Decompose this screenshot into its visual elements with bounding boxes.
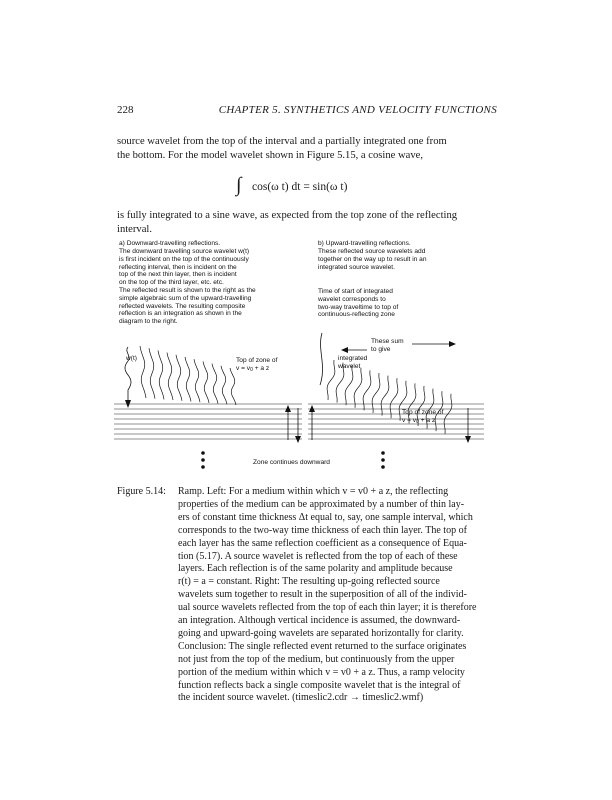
description-line: is first incident on the top of the continuously: [119, 255, 249, 263]
upgoing-wavelet: [381, 376, 389, 416]
caption-line: corresponds to the two-way time thickness of each thin layer. The top of: [178, 524, 467, 536]
reflected-wavelet: [167, 353, 173, 401]
upgoing-wavelet: [345, 365, 353, 405]
right-layer-lines: [308, 404, 484, 439]
integral-sign: ∫: [236, 174, 242, 196]
zone-label-line: Top of zone of: [236, 357, 278, 364]
zone-continues-label: Zone continues downward: [253, 459, 330, 466]
paragraph-line: source wavelet from the top of the interval and a partially integrated one from: [117, 136, 447, 147]
paragraph-line: is fully integrated to a sine wave, as expected from the top zone of the reflecting: [117, 210, 458, 221]
caption-line: wavelets sum together to result in the superposition of all of the individ-: [178, 589, 467, 601]
caption-line: properties of the medium can be approximated by a number of thin lay-: [178, 498, 465, 510]
description-line: top of the next thin layer, then is incident: [119, 271, 237, 279]
caption-line: Conclusion: The single reflected event returned to the surface originates: [178, 640, 467, 652]
left-layer-lines: [114, 404, 302, 439]
upgoing-wavelet: [390, 378, 398, 418]
reflected-wavelet: [185, 357, 191, 402]
integral-equation: [236, 174, 386, 199]
reflected-wavelet: [149, 348, 155, 399]
caption-line: ers of constant time thickness Δt equal to, say, one sample interval, which: [178, 511, 473, 523]
formula-subscript: 0: [416, 418, 419, 425]
description-line: integrated source wavelet.: [318, 263, 395, 271]
left-panel-title: a) Downward-travelling reflections.: [119, 240, 221, 247]
description-line: on the top of the third layer, etc. etc.: [119, 279, 224, 287]
caption-line: layers. Each reflection is of the same polarity and amplitude because: [178, 563, 453, 575]
caption-first-line: Ramp. Left: For a medium within which v = v0 + a z, the reflecting: [178, 486, 449, 497]
description-line: These reflected source wavelets add: [318, 248, 426, 255]
description-line: simple algebraic sum of the upward-travelling: [119, 294, 252, 302]
right-panel-description: [318, 248, 427, 271]
traveltime-note: [318, 288, 398, 319]
reflected-wavelet: [221, 366, 227, 405]
description-line: together on the way up to result in an: [318, 255, 427, 263]
upgoing-wavelet: [327, 360, 335, 400]
reflected-wavelet: [203, 361, 209, 403]
these-sum-label: [371, 338, 404, 354]
right-zone-label: [402, 409, 443, 427]
formula-part: v = v: [236, 364, 251, 372]
description-line: diagram to the right.: [119, 318, 178, 326]
reflected-wavelet: [194, 359, 200, 402]
integrated-wavelet-label: [338, 355, 367, 371]
zone-formula: [402, 417, 443, 427]
upgoing-wavelet: [363, 370, 371, 410]
chapter-title: CHAPTER 5. SYNTHETICS AND VELOCITY FUNCTIONS: [218, 104, 497, 116]
caption-line: ual source wavelets reflected from the top of each thin layer; it is therefore: [178, 602, 477, 614]
description-line: reflecting interval, then is incident on the: [119, 263, 237, 271]
page-number: 228: [117, 104, 134, 116]
label-line: These sum: [371, 338, 404, 345]
paragraph-line: the bottom. For the model wavelet shown in Figure 5.15, a cosine wave,: [117, 150, 423, 161]
caption-line: going and upward-going wavelets are separated horizontally for clarity.: [178, 627, 464, 639]
caption-line: an integration. Although vertical incidence is assumed, the downward-: [178, 615, 461, 627]
figure-5-14: [112, 240, 496, 476]
running-header: [117, 104, 497, 118]
label-line: wavelet: [338, 362, 361, 370]
paragraph-1: [117, 135, 495, 163]
left-panel-description: [119, 248, 256, 326]
caption-line: r(t) = a = constant. Right: The resulting up-going reflected source: [178, 576, 440, 588]
zone-label-line: Top of zone of: [402, 409, 444, 416]
caption-line: tion (5.17). A source wavelet is reflected from the top of each of these: [178, 550, 458, 562]
caption-line: each layer has the same reflection coefficient as a consequence of Equa-: [178, 537, 467, 549]
description-line: The reflected result is shown to the right as the: [119, 286, 256, 294]
paragraph-2: [117, 209, 495, 237]
reflected-wavelet: [212, 364, 218, 404]
description-line: reflection is an integration as shown in the: [119, 310, 242, 318]
caption-line: not just from the top of the medium, but continuously from the upper: [178, 653, 455, 665]
description-line: The downward travelling source wavelet w(t): [119, 248, 250, 255]
formula-part: v = v: [402, 416, 417, 424]
caption-line: function reflects back a single composite wavelet that is the integral of: [178, 679, 461, 691]
reflected-wavelet: [158, 350, 164, 399]
description-line: continuous-reflecting zone: [318, 311, 395, 319]
description-line: reflected wavelets. The resulting composite: [119, 302, 246, 310]
upgoing-wavelet: [372, 373, 380, 413]
paragraph-line: interval.: [117, 224, 153, 235]
reflected-wavelet: [176, 355, 182, 401]
caption-body: [178, 499, 496, 706]
formula-part: + a z: [252, 364, 270, 372]
left-zone-label: [236, 357, 277, 375]
caption-line: portion of the medium within which v = v0 + a z. Thus, a ramp velocity: [178, 666, 465, 678]
caption-line: the incident source wavelet. (timeslic2.cdr → timeslic2.wmf): [178, 692, 424, 704]
label-line: integrated: [338, 355, 368, 362]
description-line: two-way traveltime to top of: [318, 303, 399, 311]
equation-expression: cos(ω t) dt = sin(ω t): [252, 181, 348, 193]
wavelet-label: w(t): [126, 355, 137, 362]
description-line: Time of start of integrated: [318, 288, 393, 295]
formula-part: + a z: [418, 416, 436, 424]
caption-label: Figure 5.14:: [117, 486, 166, 497]
upgoing-wavelet: [354, 368, 362, 408]
left-reflected-wavelets: [140, 346, 236, 405]
label-line: to give: [371, 345, 391, 353]
right-panel-title: b) Upward-travelling reflections.: [318, 240, 411, 247]
reflected-wavelet: [140, 346, 146, 398]
description-line: wavelet corresponds to: [318, 295, 386, 303]
formula-subscript: 0: [250, 366, 253, 373]
zone-formula: [236, 365, 277, 375]
